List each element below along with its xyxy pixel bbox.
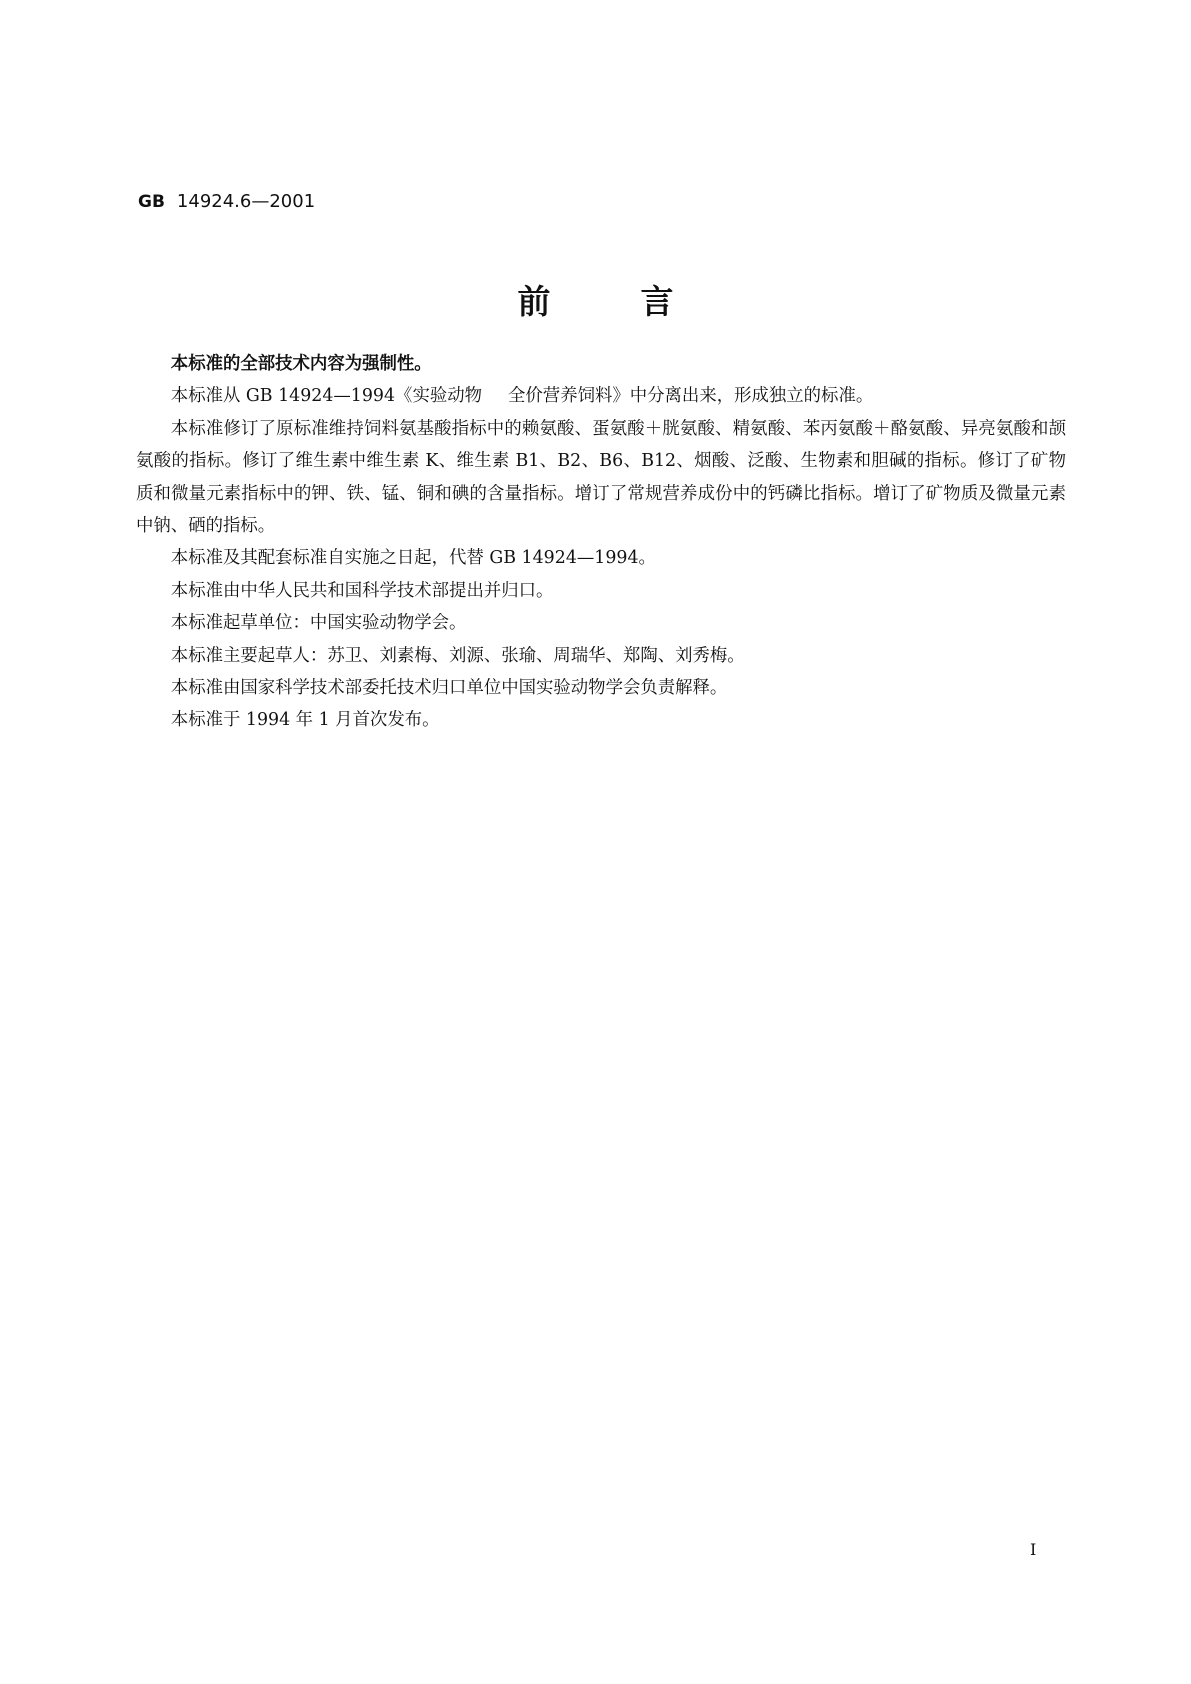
paragraph-drafters: 本标准主要起草人：苏卫、刘素梅、刘源、张瑜、周瑞华、郑陶、刘秀梅。 — [170, 645, 745, 666]
page-title — [0, 282, 1191, 322]
paragraph-origin-part-2: 全价营养饲料》中分离出来，形成独立的标准。 — [508, 386, 874, 407]
page-number: I — [1030, 1540, 1037, 1559]
standard-code — [138, 189, 315, 214]
paragraph-mandatory: 本标准的全部技术内容为强制性。 — [170, 354, 432, 374]
standard-number: 14924.6—2001 — [176, 191, 316, 212]
title-char-2: 言 — [640, 282, 674, 321]
paragraph-interpretation: 本标准由国家科学技术部委托技术归口单位中国实验动物学会负责解释。 — [170, 678, 728, 699]
paragraph-origin — [136, 380, 1066, 412]
paragraph-first-release: 本标准于 1994 年 1 月首次发布。 — [170, 710, 440, 731]
paragraph-drafting-unit: 本标准起草单位：中国实验动物学会。 — [170, 613, 467, 634]
paragraph-proposer: 本标准由中华人民共和国科学技术部提出并归口。 — [170, 580, 554, 601]
foreword-body — [136, 348, 1066, 737]
standard-prefix: GB — [138, 192, 165, 212]
title-char-1: 前 — [517, 282, 551, 321]
paragraph-revisions: 本标准修订了原标准维持饲料氨基酸指标中的赖氨酸、蛋氨酸＋胱氨酸、精氨酸、苯丙氨酸＋酪氨酸、异亮氨酸和颉氨酸的指标。修订了维生素中维生素 K、维生素 B1、B2、B6、B12、烟酸、泛酸、生物素和胆碱的指标。修订了矿物质和微量元素指标中的钾、铁、锰、铜和碘的含量指标。增订了常规营养成份中的钙磷比指标。增订了矿物质及微量元素中钠、硒的指标。 — [136, 418, 1066, 537]
paragraph-origin-part-1: 本标准从 GB 14924—1994《实验动物 — [170, 386, 483, 407]
paragraph-replacement: 本标准及其配套标准自实施之日起，代替 GB 14924—1994。 — [170, 548, 656, 569]
